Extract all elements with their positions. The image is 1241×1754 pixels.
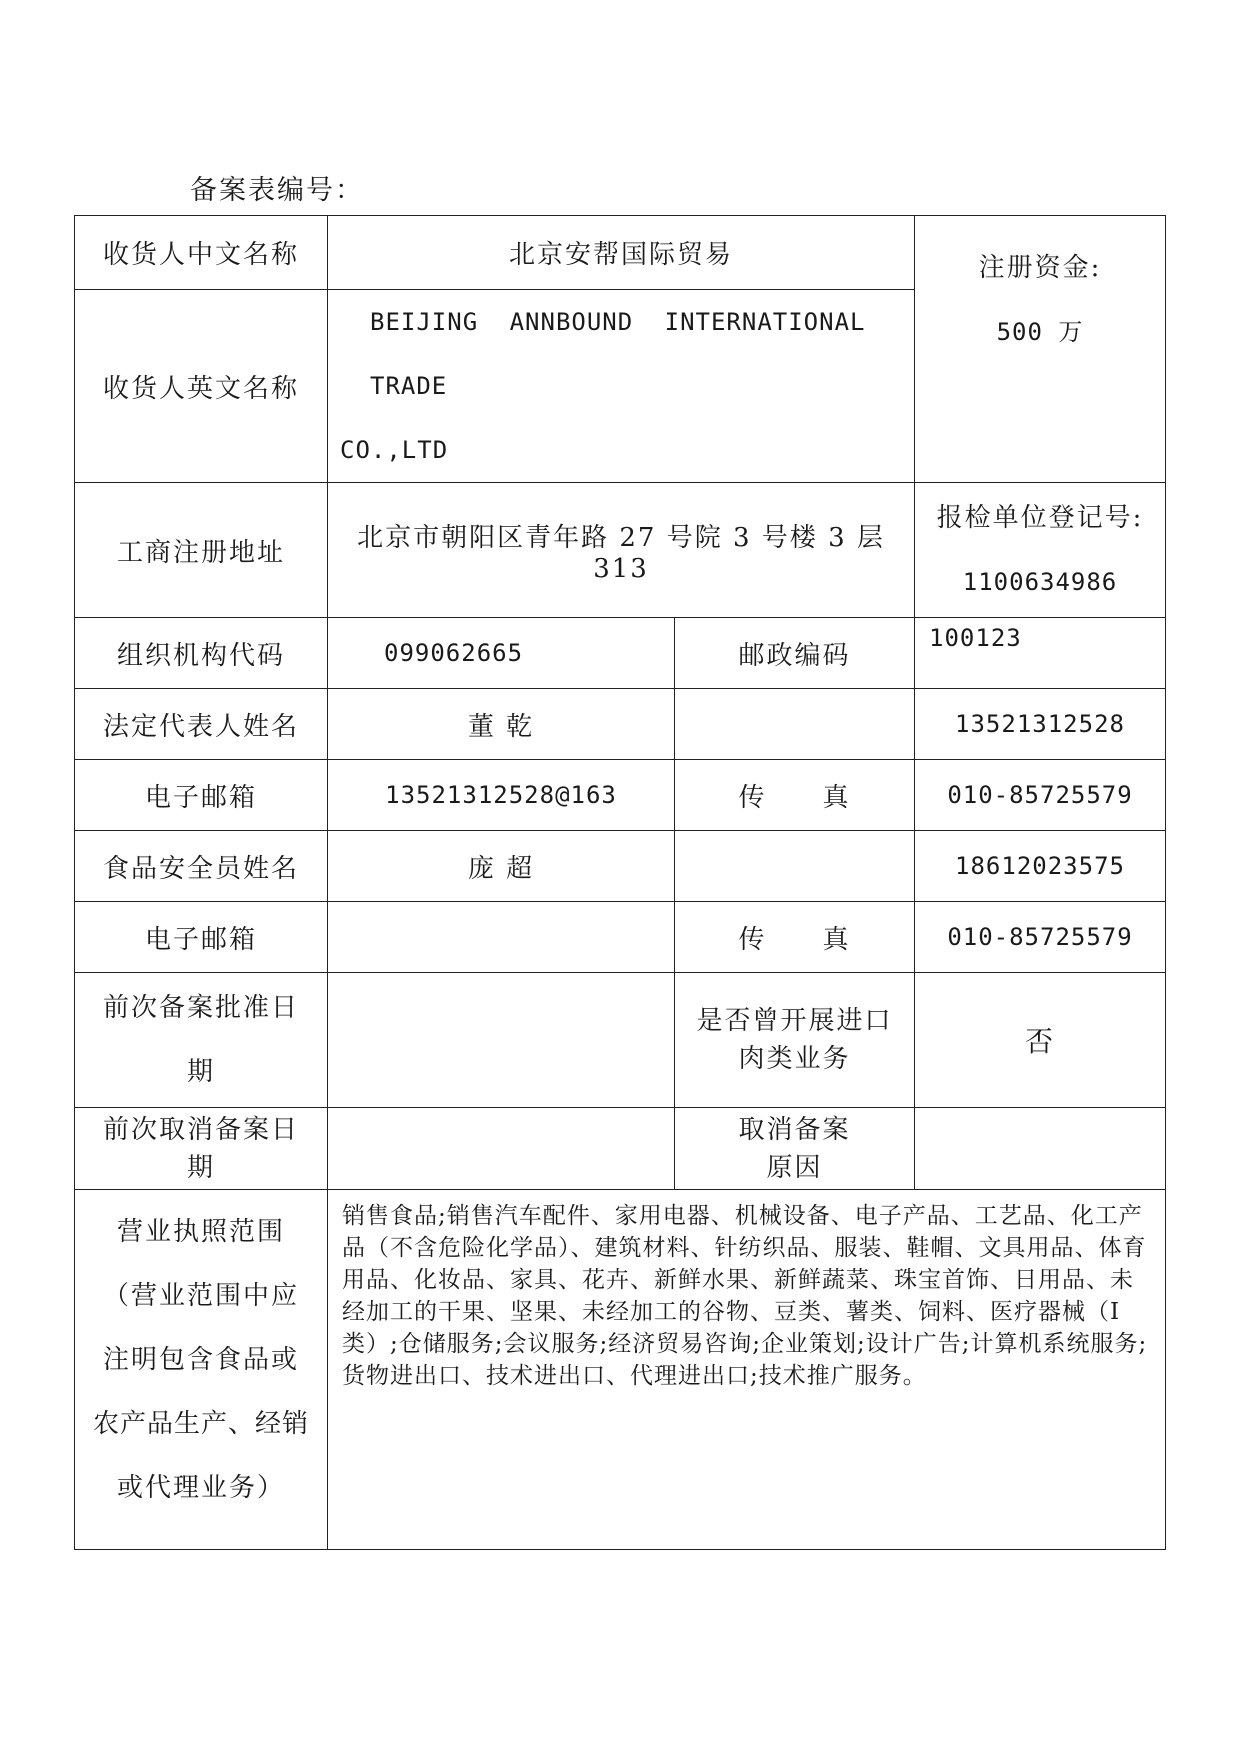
cancel-reason-label [675,1108,915,1190]
capital-cell [915,216,1166,483]
scope-label-line1: 营业执照范围 [116,1217,285,1247]
prev-approval-label [75,973,328,1108]
scope-value: 销售食品;销售汽车配件、家用电器、机械设备、电子产品、工艺品、化工产品（不含危险化学品）、建筑材料、针纺织品、服装、鞋帽、文具用品、体育用品、化妆品、家具、花卉、新鲜水果、新鲜蔬菜、珠宝首饰、日用品、未经加工的干果、坚果、未经加工的谷物、豆类、薯类、饲料、医疗器械（Ⅰ类）;仓储服务;会议服务;经济贸易咨询;企业策划;设计广告;计算机系统服务;货物进出口、技术进出口、代理进出口;技术推广服务。 [328,1190,1166,1550]
scope-label-line4: 农产品生产、经销 [92,1409,309,1439]
org-code-value: 099062665 [328,618,675,689]
fax1-label: 传 真 [675,760,915,831]
legal-rep-label: 法定代表人姓名 [75,689,328,760]
prev-approval-label-line2: 期 [186,1057,215,1087]
cn-name-label: 收货人中文名称 [75,216,328,290]
prev-approval-value [328,973,675,1108]
meat-label-line2: 肉类业务 [738,1044,851,1074]
filing-form-table [74,215,1166,1550]
legal-rep-phone: 13521312528 [915,689,1166,760]
fax1-value: 010-85725579 [915,760,1166,831]
capital-value: 500 万 [996,318,1084,346]
postal-label: 邮政编码 [675,618,915,689]
cn-name-value: 北京安帮国际贸易 [328,216,915,290]
postal-value: 100123 [915,618,1166,689]
prev-cancel-value [328,1108,675,1190]
legal-rep-value: 董 乾 [328,689,675,760]
prev-cancel-label-line2: 期 [186,1152,215,1183]
prev-cancel-label [75,1108,328,1190]
scope-label-line5: 或代理业务） [116,1473,285,1503]
email2-value [328,902,675,973]
food-safety-phone: 18612023575 [915,831,1166,902]
meat-label-line1: 是否曾开展进口 [696,1006,893,1036]
org-code-label: 组织机构代码 [75,618,328,689]
form-number-label: 备案表编号： [190,175,364,206]
capital-label: 注册资金: [978,253,1102,283]
prev-cancel-label-line1: 前次取消备案日 [102,1114,299,1145]
email1-value: 13521312528@163 [328,760,675,831]
en-name-label: 收货人英文名称 [75,290,328,483]
food-safety-empty-cell [675,831,915,902]
email2-label: 电子邮箱 [75,902,328,973]
inspection-cell [915,483,1166,618]
inspection-value: 1100634986 [962,568,1118,596]
en-name-value [328,290,915,483]
en-name-line2: CO.,LTD [340,436,449,464]
meat-value: 否 [915,973,1166,1108]
prev-approval-label-line1: 前次备案批准日 [102,993,299,1023]
legal-rep-empty-cell [675,689,915,760]
en-name-line1: BEIJING ANNBOUND INTERNATIONAL TRADE [370,308,866,400]
inspection-label: 报检单位登记号: [936,503,1144,533]
scope-label-line2: （营业范围中应 [102,1281,299,1311]
scope-label-line3: 注明包含食品或 [102,1345,299,1375]
cancel-reason-value [915,1108,1166,1190]
food-safety-value: 庞 超 [328,831,675,902]
meat-label [675,973,915,1108]
fax2-label: 传 真 [675,902,915,973]
cancel-reason-label-line2: 原因 [766,1152,823,1183]
fax2-value: 010-85725579 [915,902,1166,973]
address-value: 北京市朝阳区青年路 27 号院 3 号楼 3 层 313 [328,483,915,618]
address-label: 工商注册地址 [75,483,328,618]
email1-label: 电子邮箱 [75,760,328,831]
cancel-reason-label-line1: 取消备案 [738,1114,851,1145]
scope-label [75,1190,328,1550]
food-safety-label: 食品安全员姓名 [75,831,328,902]
